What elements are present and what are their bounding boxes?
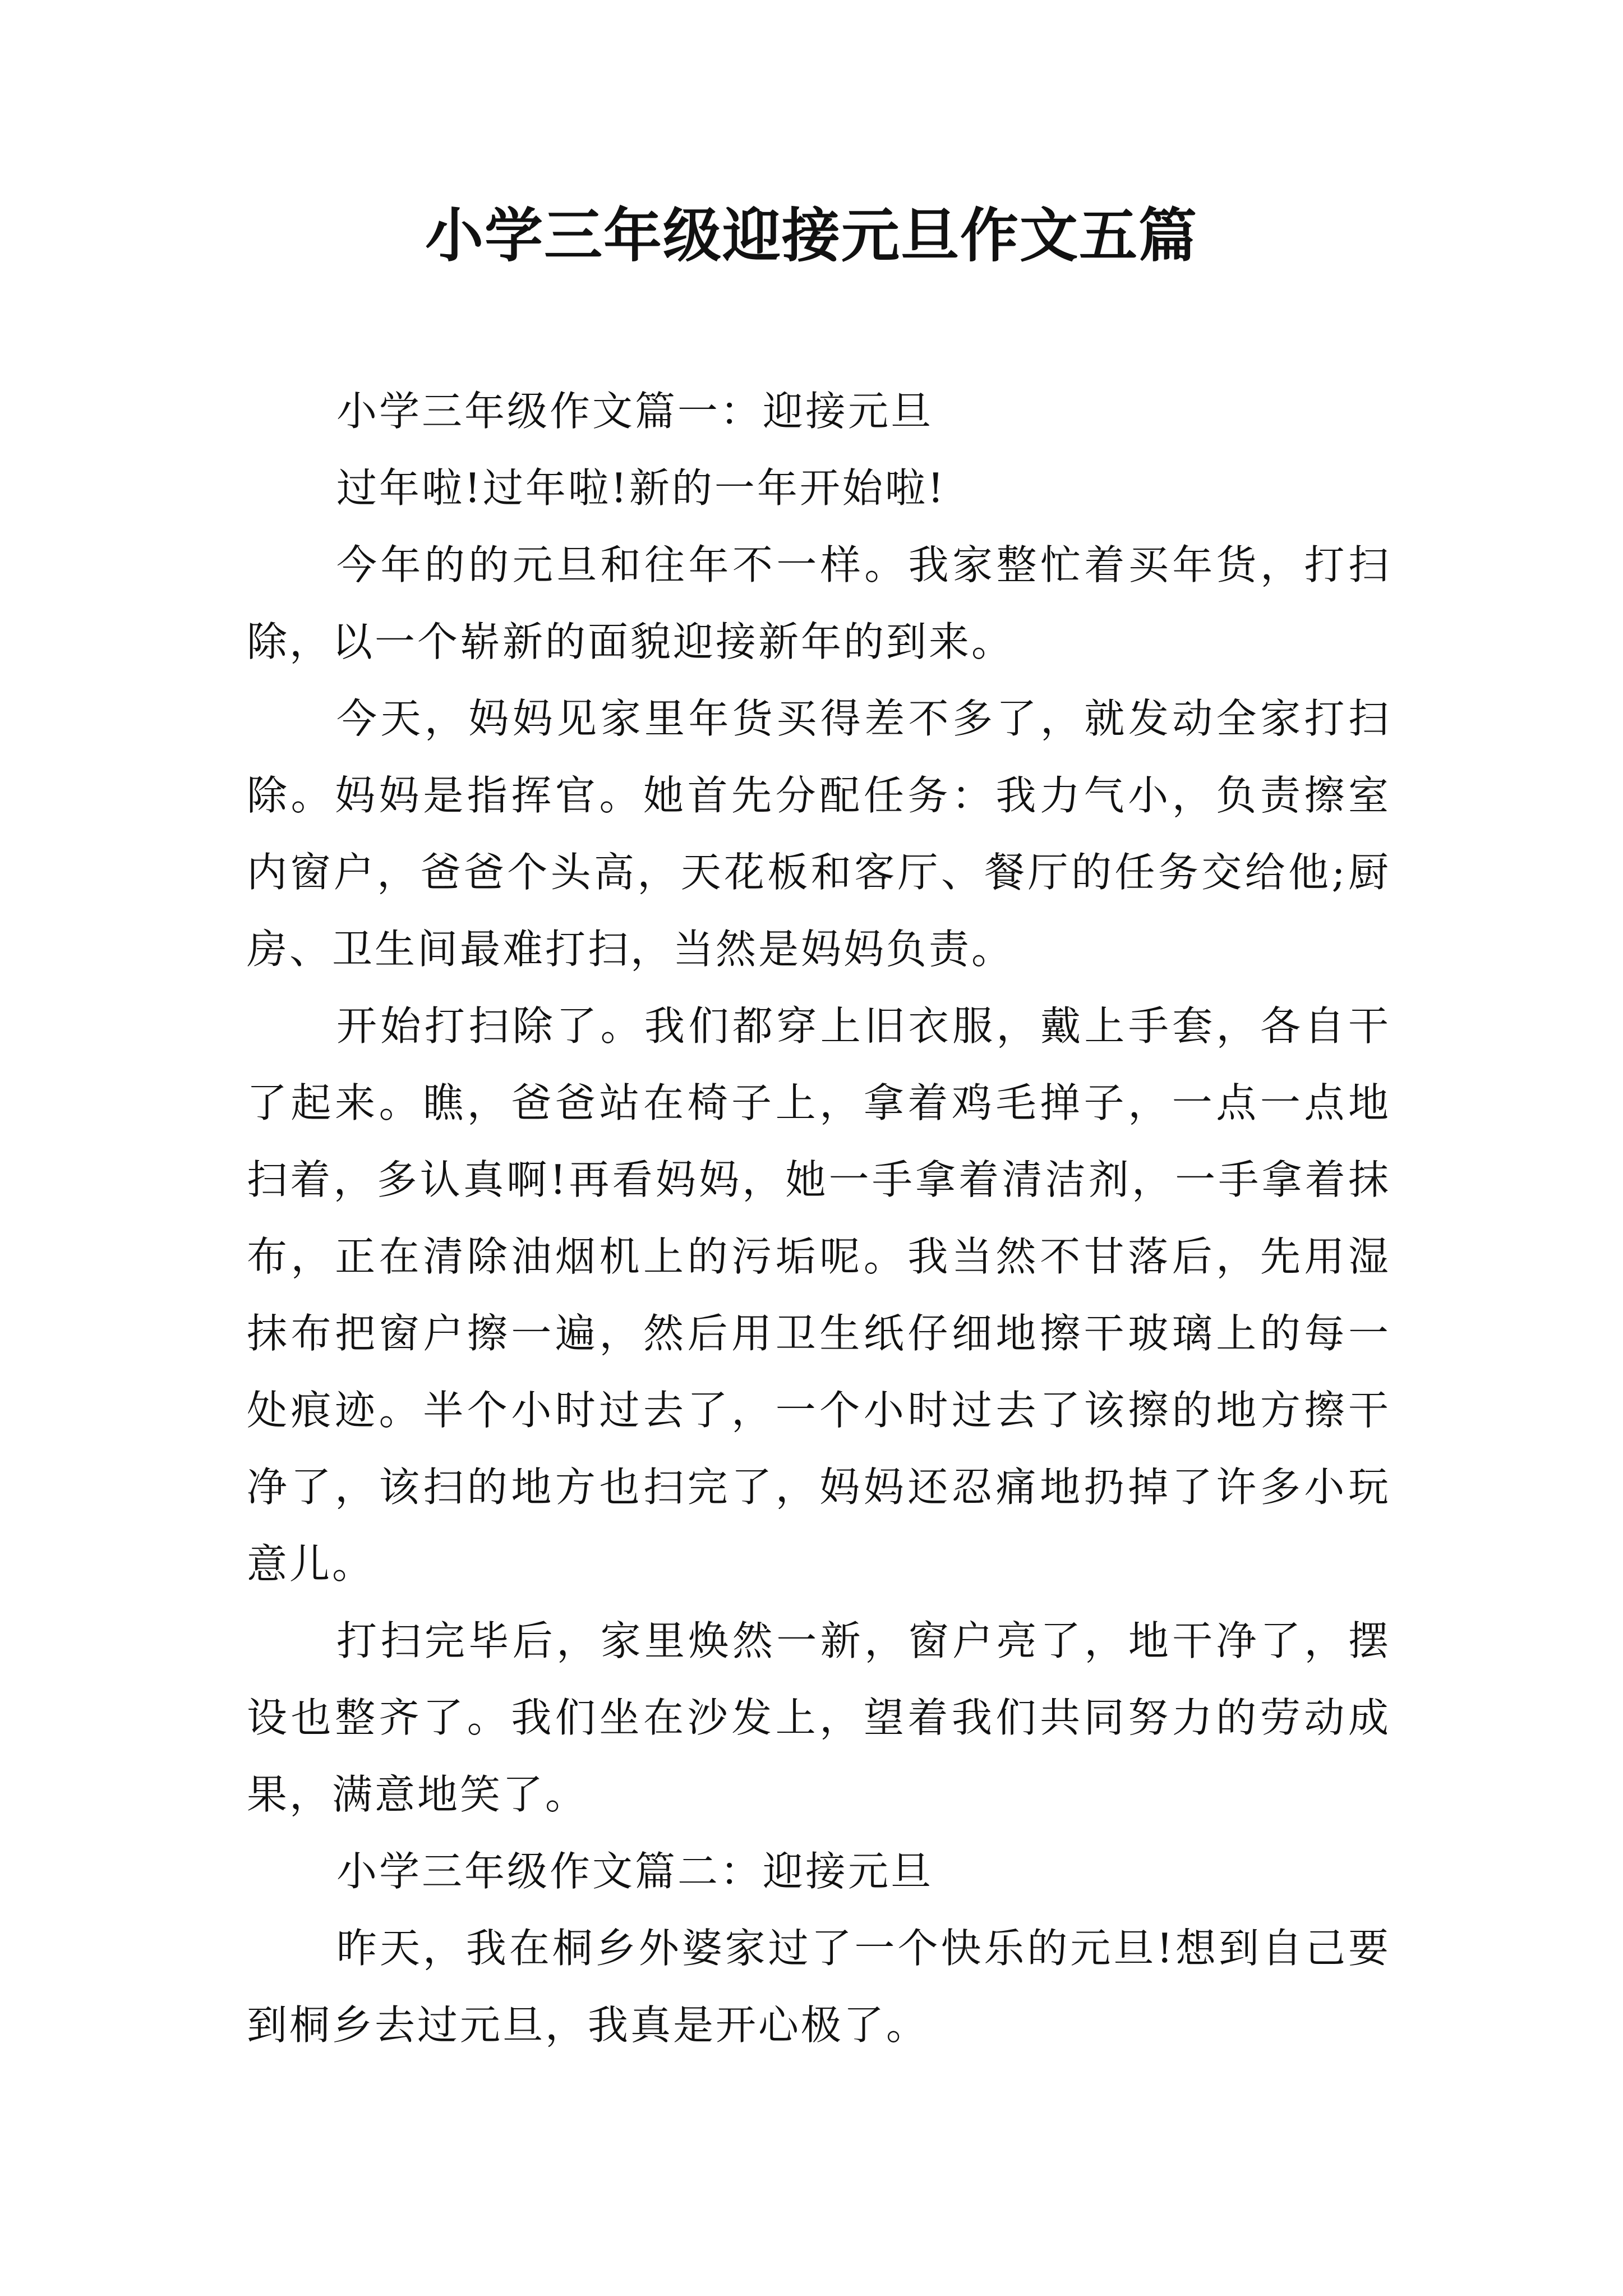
paragraph: 过年啦!过年啦!新的一年开始啦! [336, 464, 946, 512]
document-body [247, 373, 1391, 2064]
paragraph: 打扫完毕后，家里焕然一新，窗户亮了，地干净了，摆设也整齐了。我们坐在沙发上，望着我们共同努力的劳动成果，满意地笑了。 [247, 1617, 1391, 1818]
paragraph: 今年的的元旦和往年不一样。我家整忙着买年货，打扫除，以一个崭新的面貌迎接新年的到来。 [247, 541, 1391, 665]
essay-heading-2: 小学三年级作文篇二：迎接元旦 [336, 1848, 934, 1895]
paragraph: 开始打扫除了。我们都穿上旧衣服，戴上手套，各自干了起来。瞧，爸爸站在椅子上，拿着鸡毛掸子，一点一点地扫着，多认真啊!再看妈妈，她一手拿着清洁剂，一手拿着抹布，正在清除油烟机上的污垢呢。我当然不甘落后，先用湿抹布把窗户擦一遍，然后用卫生纸仔细地擦干玻璃上的每一处痕迹。半个小时过去了，一个小时过去了该擦的地方擦干净了，该扫的地方也扫完了，妈妈还忍痛地扔掉了许多小玩意儿。 [247, 1002, 1391, 1588]
document-title: 小学三年级迎接元旦作文五篇 [425, 201, 1198, 270]
paragraph: 今天，妈妈见家里年货买得差不多了，就发动全家打扫除。妈妈是指挥官。她首先分配任务：我力气小，负责擦室内窗户，爸爸个头高，天花板和客厅、餐厅的任务交给他;厨房、卫生间最难打扫，当然是妈妈负责。 [247, 695, 1391, 973]
paragraph: 昨天，我在桐乡外婆家过了一个快乐的元旦!想到自己要到桐乡去过元旦，我真是开心极了。 [247, 1925, 1391, 2049]
essay-heading-1: 小学三年级作文篇一：迎接元旦 [336, 388, 934, 435]
